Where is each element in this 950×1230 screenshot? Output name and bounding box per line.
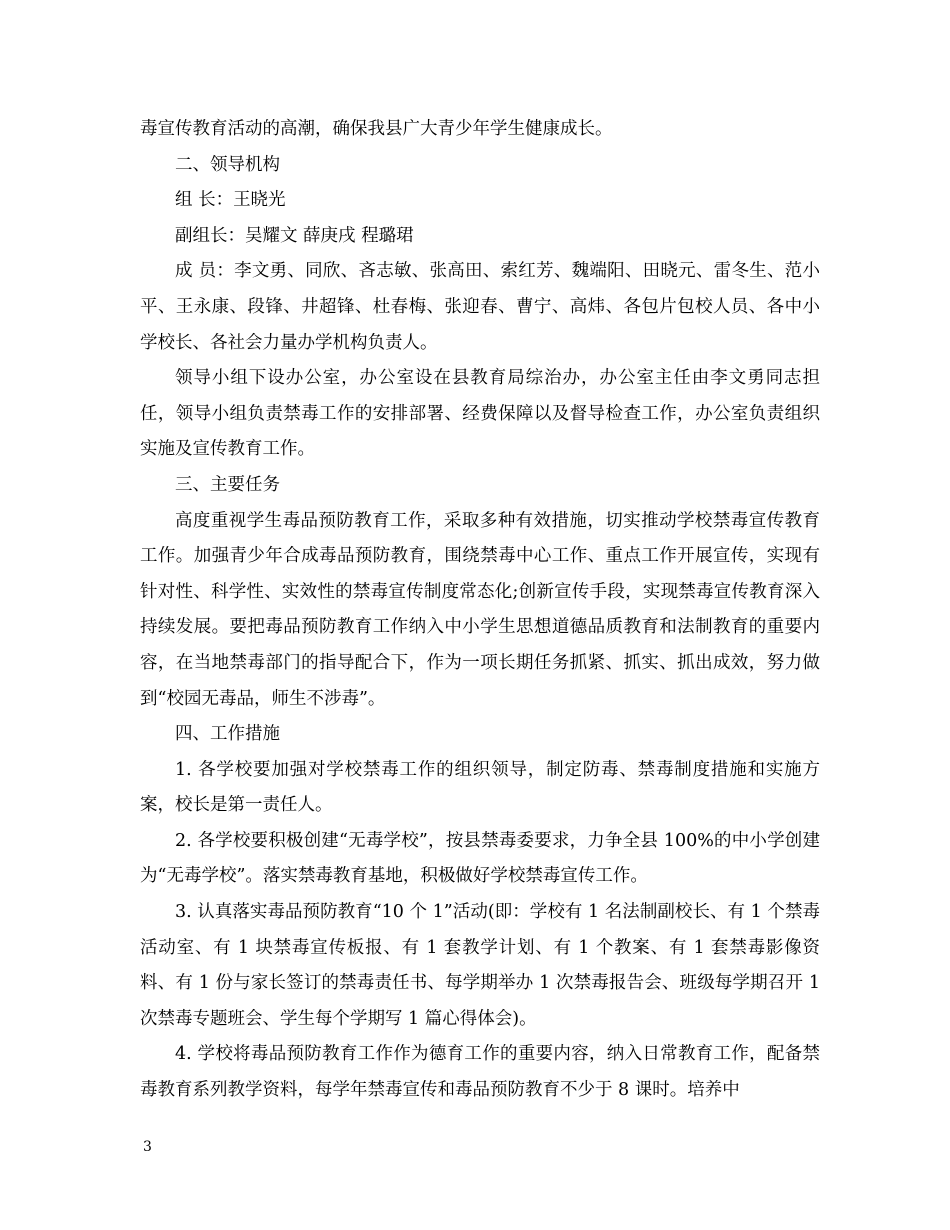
- section-heading-measures: 四、工作措施: [175, 724, 280, 745]
- section-heading-leadership: 二、领导机构: [175, 154, 280, 175]
- page-number: 3: [143, 1139, 152, 1155]
- measure-item-3: 3. 认真落实毒品预防教育“10 个 1”活动(即：学校有 1 名法制副校长、有 1 个禁毒活动室、有 1 块禁毒宣传板报、有 1 套教学计划、有 1 个教案、有 1 套禁毒影像资料、有 1 份与家长签订的禁毒责任书、每学期举办 1 次禁毒报告会、班级每学期召开 1 次禁毒专题班会、学生每个学期写 1 篇心得体会)。: [140, 902, 820, 1029]
- members-paragraph: 成 员：李文勇、同欣、吝志敏、张高田、索红芳、魏端阳、田晓元、雷冬生、范小平、王永康、段锋、井超锋、杜春梅、张迎春、曹宁、高炜、各包片包校人员、各中小学校长、各社会力量办学机构负责人。: [140, 261, 820, 353]
- office-paragraph: 领导小组下设办公室，办公室设在县教育局综治办，办公室主任由李文勇同志担任，领导小组负责禁毒工作的安排部署、经费保障以及督导检查工作，办公室负责组织实施及宣传教育工作。: [140, 368, 820, 460]
- measure-item-2: 2. 各学校要积极创建“无毒学校”，按县禁毒委要求，力争全县 100%的中小学创建为“无毒学校”。落实禁毒教育基地，积极做好学校禁毒宣传工作。: [140, 830, 820, 887]
- paragraph-continuation: 毒宣传教育活动的高潮，确保我县广大青少年学生健康成长。: [140, 119, 613, 139]
- measure-item-1: 1. 各学校要加强对学校禁毒工作的组织领导，制定防毒、禁毒制度措施和实施方案，校长是第一责任人。: [140, 759, 820, 816]
- section-heading-tasks: 三、主要任务: [175, 474, 280, 495]
- measure-item-4: 4. 学校将毒品预防教育工作作为德育工作的重要内容，纳入日常教育工作，配备禁毒教育系列教学资料，每学年禁毒宣传和毒品预防教育不少于 8 课时。培养中: [140, 1044, 820, 1101]
- document-body: [140, 112, 820, 1109]
- tasks-paragraph: 高度重视学生毒品预防教育工作，采取多种有效措施，切实推动学校禁毒宣传教育工作。加强青少年合成毒品预防教育，围绕禁毒中心工作、重点工作开展宣传，实现有针对性、科学性、实效性的禁毒宣传制度常态化;创新宣传手段，实现禁毒宣传教育深入持续发展。要把毒品预防教育工作纳入中小学生思想道德品质教育和法制教育的重要内容，在当地禁毒部门的指导配合下，作为一项长期任务抓紧、抓实、抓出成效，努力做到“校园无毒品，师生不涉毒”。: [140, 510, 820, 709]
- deputy-leader-line: 副组长：吴耀文 薛庚戌 程璐珺: [175, 225, 414, 246]
- group-leader-line: 组 长：王晓光: [175, 190, 286, 211]
